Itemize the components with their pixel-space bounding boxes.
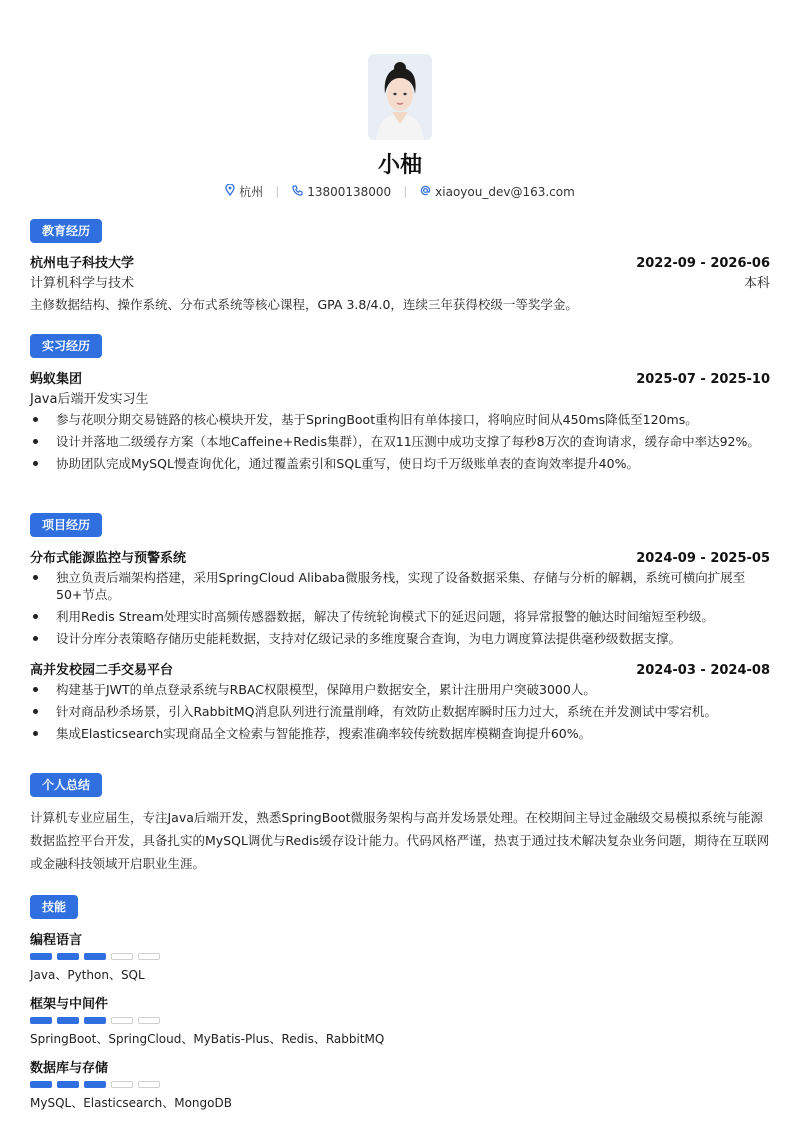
- major: 计算机科学与技术: [30, 276, 135, 291]
- phone-text: 13800138000: [307, 184, 392, 199]
- city-text: 杭州: [239, 185, 264, 199]
- skill-group: [30, 993, 770, 1047]
- education-section: [30, 219, 770, 316]
- skill-level-segment-empty: [111, 1081, 133, 1088]
- skill-level-segment-empty: [111, 953, 133, 960]
- section-tag-summary: 个人总结: [30, 773, 102, 797]
- skill-level-bars: [30, 1081, 770, 1088]
- education-period: 2022-09 - 2026-06: [636, 256, 770, 271]
- project-bullets: [30, 681, 770, 742]
- section-tag-education: 教育经历: [30, 219, 102, 243]
- project-period: 2024-09 - 2025-05: [636, 551, 770, 566]
- section-tag-internship: 实习经历: [30, 334, 102, 358]
- skills-section: [30, 895, 770, 1111]
- section-tag-projects: 项目经历: [30, 513, 102, 537]
- email-text: xiaoyou_dev@163.com: [435, 184, 575, 199]
- skills-list: [30, 929, 770, 1111]
- list-item: 设计并落地二级缓存方案（本地Caffeine+Redis集群），在双11压测中成功支撑了每秒8万次的查询请求，缓存命中率达92%。: [30, 433, 770, 450]
- summary-text: 计算机专业应届生，专注Java后端开发，熟悉SpringBoot微服务架构与高并发场景处理。在校期间主导过金融级交易模拟系统与能源数据监控平台开发，具备扎实的MySQL调优与Redis缓存设计能力。代码风格严谨，热衷于通过技术解决复杂业务问题，期待在互联网或金融科技领域开启职业生涯。: [30, 810, 770, 871]
- skill-level-segment-empty: [138, 1017, 160, 1024]
- skill-level-bars: [30, 953, 770, 960]
- degree: 本科: [743, 276, 770, 291]
- skill-category: 编程语言: [30, 933, 83, 948]
- projects-section: [30, 513, 770, 747]
- skill-items: SpringBoot、SpringCloud、MyBatis-Plus、Redis、RabbitMQ: [30, 1032, 385, 1046]
- contact-divider: [277, 186, 278, 198]
- profile-photo: [368, 54, 432, 140]
- job-role: Java后端开发实习生: [30, 392, 149, 407]
- at-sign-icon: [420, 185, 431, 199]
- list-item: 利用Redis Stream处理实时高频传感器数据，解决了传统轮询模式下的延迟问题，将异常报警的触达时间缩短至秒级。: [30, 608, 770, 625]
- phone-icon: [292, 185, 303, 199]
- skill-level-segment-filled: [30, 1017, 52, 1024]
- company-name: 蚂蚁集团: [30, 372, 83, 387]
- contact-phone: [292, 185, 391, 199]
- list-item: 构建基于JWT的单点登录系统与RBAC权限模型，保障用户数据安全，累计注册用户突破3000人。: [30, 681, 770, 698]
- education-sub-row: [30, 272, 770, 291]
- list-item: 独立负责后端架构搭建，采用SpringCloud Alibaba微服务栈，实现了设备数据采集、存储与分析的解耦，系统可横向扩展至50+节点。: [30, 569, 770, 603]
- project-period: 2024-03 - 2024-08: [636, 663, 770, 678]
- contact-email: [420, 185, 575, 199]
- list-item: 针对商品秒杀场景，引入RabbitMQ消息队列进行流量削峰，有效防止数据库瞬时压力过大，系统在并发测试中零宕机。: [30, 703, 770, 720]
- internship-section: [30, 334, 770, 477]
- education-description: 主修数据结构、操作系统、分布式系统等核心课程，GPA 3.8/4.0，连续三年获得校级一等奖学金。: [30, 297, 578, 312]
- section-tag-skills: 技能: [30, 895, 78, 919]
- skill-items: MySQL、Elasticsearch、MongoDB: [30, 1096, 232, 1110]
- skill-level-segment-empty: [138, 1081, 160, 1088]
- skill-level-segment-filled: [57, 1017, 79, 1024]
- project-name: 高并发校园二手交易平台: [30, 663, 174, 678]
- education-header-row: [30, 252, 770, 271]
- skill-level-segment-filled: [30, 1081, 52, 1088]
- contact-divider: [405, 186, 406, 198]
- list-item: 集成Elasticsearch实现商品全文检索与智能推荐，搜索准确率较传统数据库模糊查询提升60%。: [30, 725, 770, 742]
- location-pin-icon: [225, 184, 235, 199]
- school-name: 杭州电子科技大学: [30, 256, 135, 271]
- internship-header-row: [30, 368, 770, 387]
- skill-level-segment-filled: [84, 953, 106, 960]
- skill-category: 数据库与存储: [30, 1061, 109, 1076]
- skill-level-segment-filled: [84, 1017, 106, 1024]
- contact-city: [225, 183, 263, 200]
- list-item: 协助团队完成MySQL慢查询优化，通过覆盖索引和SQL重写，使日均千万级账单表的查询效率提升40%。: [30, 455, 770, 472]
- candidate-name: 小柚: [377, 153, 422, 178]
- internship-role-row: [30, 388, 770, 407]
- skill-level-segment-empty: [138, 953, 160, 960]
- contact-bar: [0, 183, 800, 200]
- internship-bullets: [30, 411, 770, 472]
- internship-period: 2025-07 - 2025-10: [636, 372, 770, 387]
- skill-category: 框架与中间件: [30, 997, 109, 1012]
- skill-items: Java、Python、SQL: [30, 968, 145, 982]
- skill-level-segment-filled: [84, 1081, 106, 1088]
- skill-group: [30, 929, 770, 983]
- project-name: 分布式能源监控与预警系统: [30, 551, 187, 566]
- list-item: 参与花呗分期交易链路的核心模块开发，基于SpringBoot重构旧有单体接口，将响应时间从450ms降低至120ms。: [30, 411, 770, 428]
- list-item: 设计分库分表策略存储历史能耗数据，支持对亿级记录的多维度聚合查询，为电力调度算法提供毫秒级数据支撑。: [30, 630, 770, 647]
- skill-level-segment-filled: [57, 953, 79, 960]
- skill-level-segment-empty: [111, 1017, 133, 1024]
- skill-level-segment-filled: [57, 1081, 79, 1088]
- summary-section: [30, 773, 770, 875]
- skill-group: [30, 1057, 770, 1111]
- skill-level-bars: [30, 1017, 770, 1024]
- project-bullets: [30, 569, 770, 647]
- project-header-row: [30, 659, 770, 678]
- skill-level-segment-filled: [30, 953, 52, 960]
- project-header-row: [30, 547, 770, 566]
